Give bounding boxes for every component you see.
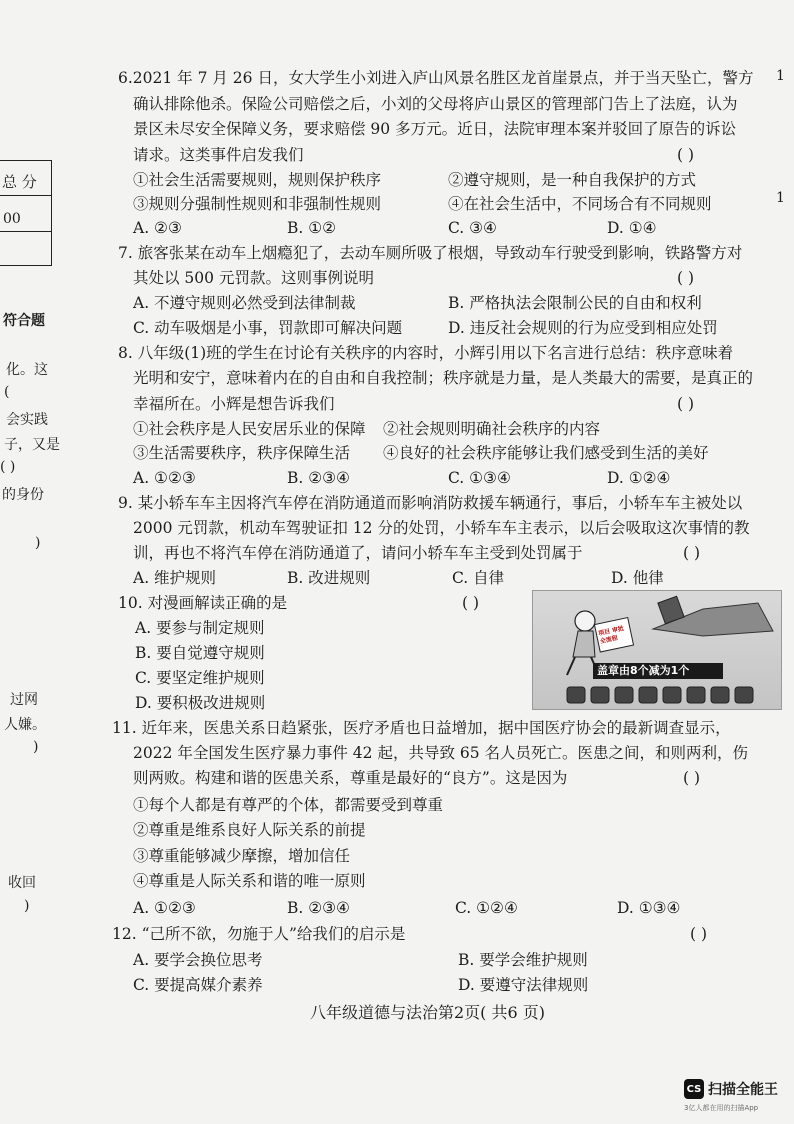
q6-stem-line: 确认排除他杀。保险公司赔偿之后，小刘的父母将庐山景区的管理部门告上了法庭，认为 bbox=[133, 95, 738, 113]
q6-option-c[interactable]: C. ③④ bbox=[448, 219, 497, 237]
q7-option-d[interactable]: D. 违反社会规则的行为应受到相应处罚 bbox=[448, 319, 718, 337]
cartoon-document-label: 项目 审批 全流程 bbox=[597, 625, 625, 646]
q10-option-b[interactable]: B. 要自觉遵守规则 bbox=[135, 644, 265, 662]
q11-stem-line: 11. 近年来，医患关系日趋紧张，医疗矛盾也日益增加，据中国医疗协会的最新调查显示， bbox=[112, 719, 731, 737]
q7-answer-paren: ( ) bbox=[677, 269, 695, 287]
q8-stem-line: 8. 八年级(1)班的学生在讨论有关秩序的内容时，小辉引用以下名言进行总结：秩序意味着 bbox=[118, 344, 734, 362]
q8-statement: ①社会秩序是人民安居乐业的保障 bbox=[133, 420, 366, 438]
scanner-tagline: 3亿人都在用的扫描App bbox=[684, 1104, 759, 1112]
q8-answer-paren: ( ) bbox=[677, 395, 695, 413]
q10-stem-line: 10. 对漫画解读正确的是 bbox=[118, 594, 288, 612]
q12-stem-line: 12. “己所不欲，勿施于人”给我们的启示是 bbox=[112, 925, 406, 943]
score-header: 总 分 bbox=[2, 173, 37, 191]
right-edge-text: 1 bbox=[776, 190, 785, 206]
q11-statement: ③尊重能够减少摩擦，增加信任 bbox=[133, 847, 351, 865]
q6-option-a[interactable]: A. ②③ bbox=[133, 219, 182, 237]
q11-option-d[interactable]: D. ①③④ bbox=[617, 899, 681, 917]
left-edge-text: 人嫌。 bbox=[4, 717, 46, 733]
q11-statement: ②尊重是维系良好人际关系的前提 bbox=[133, 821, 366, 839]
q6-statement: ③规则分强制性规则和非强制性规则 bbox=[133, 195, 382, 213]
q11-option-b[interactable]: B. ②③④ bbox=[287, 899, 350, 917]
q11-option-c[interactable]: C. ①②④ bbox=[455, 899, 518, 917]
q9-stem-line: 9. 某小轿车车主因将汽车停在消防通道而影响消防救援车辆通行，事后，小轿车车主被处以 bbox=[118, 494, 743, 512]
q10-option-d[interactable]: D. 要积极改进规则 bbox=[135, 694, 266, 712]
scanner-name: 扫描全能王 bbox=[708, 1082, 778, 1098]
q8-statement: ③生活需要秩序，秩序保障生活 bbox=[133, 444, 351, 462]
q11-option-a[interactable]: A. ①②③ bbox=[133, 899, 196, 917]
q7-stem-line: 其处以 500 元罚款。这则事例说明 bbox=[133, 269, 374, 287]
q12-answer-paren: ( ) bbox=[690, 925, 708, 943]
q9-answer-paren: ( ) bbox=[683, 544, 701, 562]
q6-stem-line: 6.2021 年 7 月 26 日，女大学生小刘进入庐山风景名胜区龙首崖景点，并于当天坠亡，警方 bbox=[118, 69, 754, 87]
cartoon-illustration bbox=[532, 590, 782, 710]
right-edge-text: 1 bbox=[776, 68, 785, 84]
score-value: 00 bbox=[3, 211, 21, 227]
q9-stem-line: 2000 元罚款，机动车驾驶证扣 12 分的处罚，小轿车车主表示，以后会吸取这次事情的教 bbox=[133, 519, 750, 537]
left-edge-text: ( bbox=[4, 384, 10, 400]
left-edge-text: 化。这 bbox=[6, 362, 48, 378]
q11-stem-line: 2022 年全国发生医疗暴力事件 42 起，共导致 65 名人员死亡。医患之间，和则两利，伤 bbox=[133, 744, 749, 762]
page-footer: 八年级道德与法治第2页( 共6 页) bbox=[310, 1003, 546, 1022]
q10-option-a[interactable]: A. 要参与制定规则 bbox=[135, 619, 265, 637]
q10-option-c[interactable]: C. 要坚定维护规则 bbox=[135, 669, 265, 687]
left-edge-text: 会实践 bbox=[6, 412, 48, 428]
q8-option-a[interactable]: A. ①②③ bbox=[133, 469, 196, 487]
left-edge-text: 的身份 bbox=[2, 487, 44, 503]
q12-option-a[interactable]: A. 要学会换位思考 bbox=[133, 951, 263, 969]
left-edge-text: ) bbox=[35, 535, 41, 551]
q12-option-b[interactable]: B. 要学会维护规则 bbox=[458, 951, 588, 969]
q9-option-c[interactable]: C. 自律 bbox=[452, 569, 505, 587]
q8-statement: ②社会规则明确社会秩序的内容 bbox=[383, 420, 601, 438]
q6-answer-paren: ( ) bbox=[677, 146, 695, 164]
q8-option-b[interactable]: B. ②③④ bbox=[287, 469, 350, 487]
left-edge-text: ) bbox=[33, 739, 39, 755]
q9-stem-line: 训，再也不将汽车停在消防通道了，请问小轿车车主受到处罚属于 bbox=[133, 544, 583, 562]
q10-answer-paren: ( ) bbox=[462, 594, 480, 612]
q8-statement: ④良好的社会秩序能够让我们感受到生活的美好 bbox=[383, 444, 709, 462]
q9-option-a[interactable]: A. 维护规则 bbox=[133, 569, 217, 587]
q9-option-d[interactable]: D. 他律 bbox=[611, 569, 664, 587]
q9-option-b[interactable]: B. 改进规则 bbox=[287, 569, 371, 587]
q6-option-d[interactable]: D. ①④ bbox=[607, 219, 657, 237]
q8-option-d[interactable]: D. ①②④ bbox=[607, 469, 671, 487]
q7-option-b[interactable]: B. 严格执法会限制公民的自由和权利 bbox=[448, 294, 702, 312]
scanner-logo-icon: CS bbox=[684, 1079, 704, 1099]
q6-option-b[interactable]: B. ①② bbox=[287, 219, 337, 237]
q7-option-c[interactable]: C. 动车吸烟是小事，罚款即可解决问题 bbox=[133, 319, 403, 337]
left-edge-text: ( ) bbox=[0, 459, 16, 475]
q6-statement: ①社会生活需要规则，规则保护秩序 bbox=[133, 171, 382, 189]
left-edge-text: 子，又是 bbox=[4, 437, 60, 453]
left-edge-text: ) bbox=[24, 898, 30, 914]
q11-answer-paren: ( ) bbox=[683, 769, 701, 787]
cartoon-caption: 盖章由8个减为1个 bbox=[597, 664, 690, 677]
q6-statement: ②遵守规则，是一种自我保护的方式 bbox=[448, 171, 697, 189]
q12-option-c[interactable]: C. 要提高媒介素养 bbox=[133, 976, 263, 994]
q6-stem-line: 景区未尽安全保障义务，要求赔偿 90 多万元。近日，法院审理本案并驳回了原告的诉讼 bbox=[133, 120, 737, 138]
q6-stem-line: 请求。这类事件启发我们 bbox=[133, 146, 304, 164]
q8-stem-line: 光明和安宁，意味着内在的自由和自我控制；秩序就是力量，是人类最大的需要，是真正的 bbox=[133, 369, 754, 387]
left-edge-text: 收回 bbox=[8, 875, 36, 891]
q8-stem-line: 幸福所在。小辉是想告诉我们 bbox=[133, 395, 335, 413]
left-edge-text: 过网 bbox=[10, 692, 38, 708]
q11-stem-line: 则两败。构建和谐的医患关系，尊重是最好的“良方”。这是因为 bbox=[133, 769, 568, 787]
q11-statement: ①每个人都是有尊严的个体，都需要受到尊重 bbox=[133, 796, 444, 814]
q6-statement: ④在社会生活中，不同场合有不同规则 bbox=[448, 195, 712, 213]
q11-statement: ④尊重是人际关系和谐的唯一原则 bbox=[133, 872, 366, 890]
cartoon-drawing bbox=[533, 591, 781, 709]
q7-option-a[interactable]: A. 不遵守规则必然受到法律制裁 bbox=[133, 294, 356, 312]
left-edge-text: 符合题 bbox=[3, 313, 45, 329]
q7-stem-line: 7. 旅客张某在动车上烟瘾犯了，去动车厕所吸了根烟，导致动车行驶受到影响，铁路警方对 bbox=[118, 244, 743, 262]
q8-option-c[interactable]: C. ①③④ bbox=[448, 469, 511, 487]
q12-option-d[interactable]: D. 要遵守法律规则 bbox=[458, 976, 589, 994]
